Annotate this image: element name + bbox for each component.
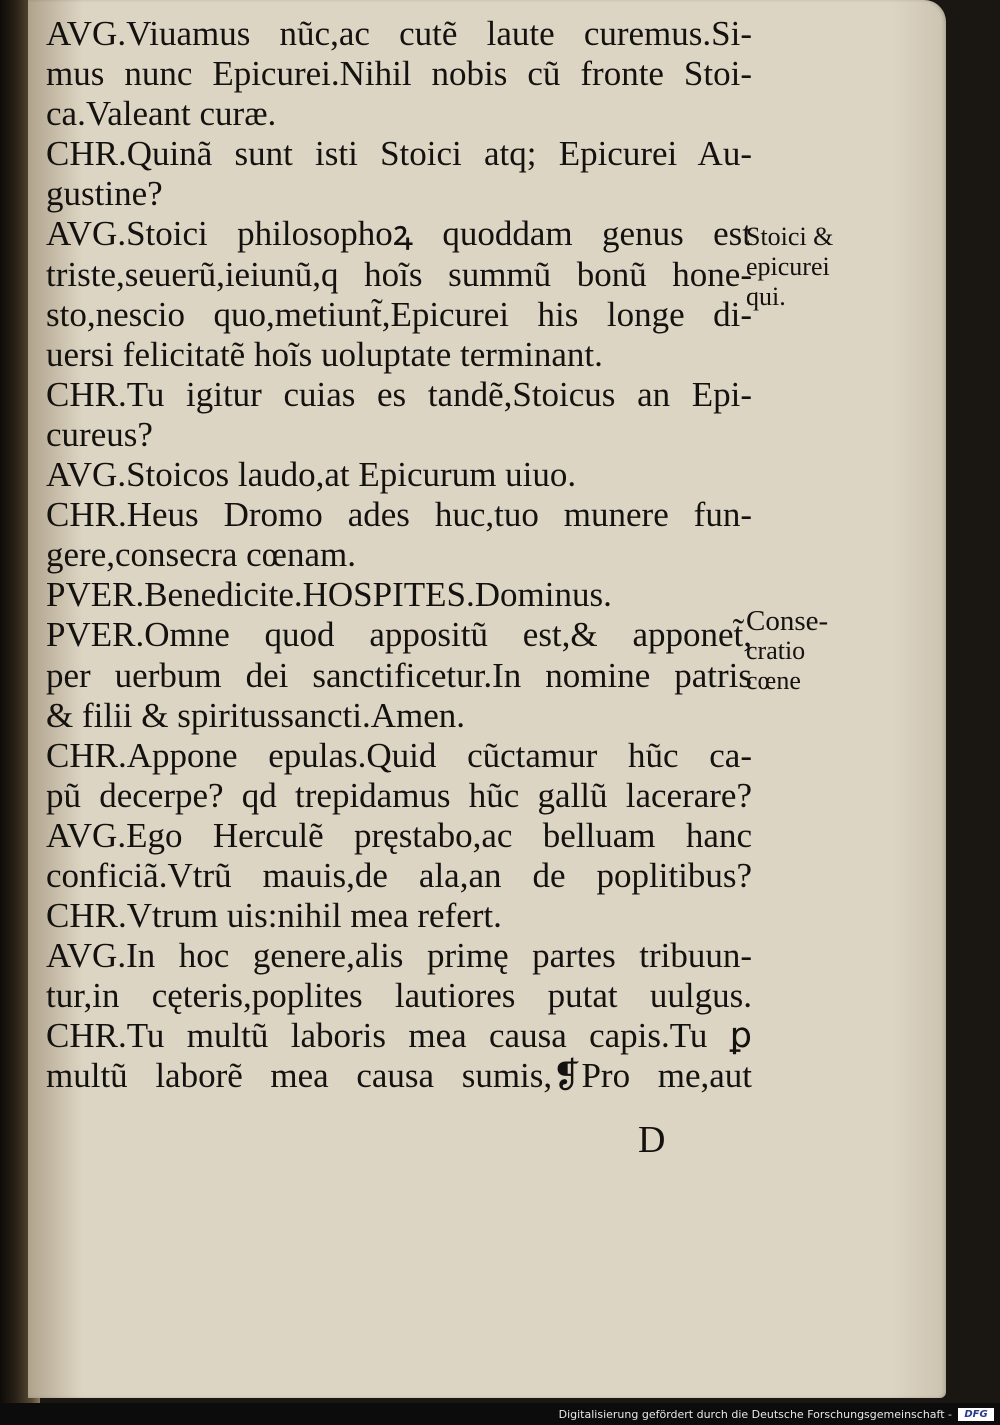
text-line: AVG.Viuamus nũc,ac cutẽ laute curemus.Si- — [46, 14, 752, 53]
text-line: multũ laborẽ mea causa sumis,❡Pro me,aut — [46, 1056, 752, 1096]
catchword-signature: D — [638, 1119, 666, 1161]
text-line: sto,nescio quo,metiunt̃,Epicurei his longe di- — [46, 294, 752, 334]
text-line: CHR.Heus Dromo ades huc,tuo munere fun- — [46, 495, 752, 535]
text-line: mus nunc Epicurei.Nihil nobis cũ fronte Stoi- — [46, 54, 752, 94]
text-line: gustine? — [46, 174, 163, 214]
text-line: per uerbum dei sanctificetur.In nomine patris — [46, 655, 752, 695]
text-line: PVER.Benedicite.HOSPITES.Dominus. — [46, 575, 612, 615]
marginal-note-consecratio — [746, 606, 866, 696]
text-line: CHR.Tu igitur cuias es tandẽ,Stoicus an Epi- — [46, 374, 752, 414]
text-line: CHR.Appone epulas.Quid cũctamur hũc ca- — [46, 735, 752, 775]
text-line: tur,in cęteris,poplites lautiores putat uulgus. — [46, 976, 752, 1016]
marginal-note-stoici — [746, 222, 866, 312]
text-line: AVG.Ego Herculẽ pręstabo,ac belluam hanc — [46, 815, 752, 855]
marginal-note-line: qui. — [746, 282, 786, 311]
page-text-block — [46, 14, 752, 1097]
text-line: AVG.In hoc genere,alis primę partes tribuun- — [46, 936, 752, 976]
marginal-note-line: epicurei — [746, 252, 830, 281]
text-line: CHR.Quinã sunt isti Stoici atq; Epicurei Au- — [46, 134, 752, 174]
text-line: CHR.Vtrum uis:nihil mea refert. — [46, 896, 502, 936]
marginal-note-line: Stoici & — [746, 222, 834, 251]
text-line: gere,consecra cœnam. — [46, 535, 356, 575]
funding-notice: Digitalisierung gefördert durch die Deutsche Forschungsgemeinschaft - — [558, 1408, 952, 1421]
text-line: cureus? — [46, 414, 153, 454]
marginal-note-line: Conse- — [746, 605, 829, 637]
text-line: AVG.Stoicos laudo,at Epicurum uiuo. — [46, 455, 577, 495]
text-line: & filii & spiritussancti.Amen. — [46, 695, 465, 735]
text-line: AVG.Stoici philosophoꝝ quoddam genus est — [46, 214, 752, 254]
text-line: PVER.Omne quod appositũ est,& apponet̃, — [46, 615, 752, 655]
text-line: pũ decerpe? qd trepidamus hũc gallũ lacerare? — [46, 775, 752, 815]
text-line: conficiã.Vtrũ mauis,de ala,an de poplitibus? — [46, 855, 752, 895]
footer-bar — [0, 1403, 1000, 1425]
text-line: CHR.Tu multũ laboris mea causa capis.Tu ꝑ — [46, 1016, 752, 1056]
text-line: triste,seuerũ,ieiunũ,q hoĩs summũ bonũ hone- — [46, 254, 752, 294]
text-line: uersi felicitatẽ hoĩs uoluptate terminant. — [46, 334, 603, 374]
text-line: ca.Valeant curæ. — [46, 94, 277, 134]
book-page — [28, 0, 946, 1398]
dfg-logo: DFG — [958, 1408, 994, 1421]
marginal-note-line: cratio — [746, 636, 806, 665]
marginal-note-line: cœne — [746, 666, 801, 695]
